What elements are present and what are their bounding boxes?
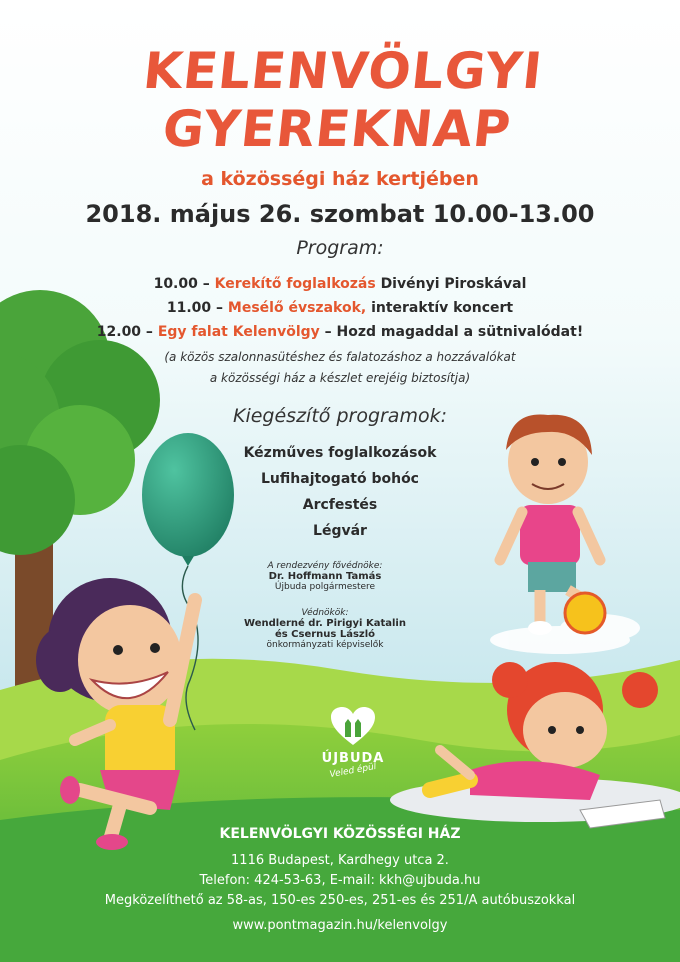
program-note: a közösségi ház a készlet erejéig biztosítja) [209, 371, 471, 385]
program-title: Kerekítő foglalkozás [214, 276, 376, 292]
event-title: KELENVÖLGYI GYEREKNAP [140, 42, 546, 158]
footer-organization: KELENVÖLGYI KÖZÖSSÉGI HÁZ [219, 826, 461, 842]
program-heading: Program: [296, 237, 384, 259]
extra-programs-heading: Kiegészítő programok: [233, 405, 447, 427]
patron-label: A rendezvény fővédnöke: [267, 561, 383, 571]
program-title: Egy falat Kelenvölgy [157, 324, 320, 340]
program-note: (a közös szalonnasütéshez és falatozáshoz a hozzávalókat [164, 350, 516, 364]
program-title: Mesélő évszakok, [227, 300, 367, 316]
footer-transport: Megközelíthető az 58-as, 150-es 250-es, 251-es és 251/A autóbuszokkal [104, 893, 576, 908]
extra-program-item: Légvár [313, 523, 367, 539]
heart-logo-icon [331, 707, 375, 747]
extra-program-item: Arcfestés [302, 497, 378, 513]
sponsors-block [200, 608, 450, 650]
patron-block [200, 561, 450, 592]
logo-name: ÚJBUDA [321, 751, 385, 766]
sponsors-label: Védnökök: [301, 608, 349, 618]
program-time: 10.00 – [153, 276, 210, 292]
sponsor-name: és Csernus László [274, 629, 376, 640]
program-item [0, 324, 680, 340]
footer-website-link[interactable]: www.pontmagazin.hu/kelenvolgy [232, 918, 448, 933]
program-item [0, 276, 680, 292]
program-detail: Divényi Piroskával [380, 276, 527, 292]
sponsors-role: önkormányzati képviselők [266, 640, 384, 650]
program-detail: – Hozd magaddal a sütnivalódat! [324, 324, 584, 340]
event-date: 2018. május 26. szombat 10.00-13.00 [85, 200, 595, 228]
ujbuda-logo [313, 707, 393, 781]
patron-role: Újbuda polgármestere [274, 582, 376, 592]
sponsor-name: Wendlerné dr. Pirigyi Katalin [244, 618, 406, 629]
program-detail: interaktív koncert [371, 300, 514, 316]
program-time: 11.00 – [166, 300, 224, 316]
patron-name: Dr. Hoffmann Tamás [268, 571, 382, 582]
logo-slogan: Veled épül [328, 761, 378, 781]
footer-contact: Telefon: 424-53-63, E-mail: kkh@ujbuda.hu [199, 873, 481, 888]
extra-program-item: Kézműves foglalkozások [243, 445, 437, 461]
program-time: 12.00 – [96, 324, 153, 340]
extra-program-item: Lufihajtogató bohóc [261, 471, 419, 487]
event-subtitle: a közösségi ház kertjében [201, 168, 479, 190]
program-item [0, 300, 680, 316]
footer-address: 1116 Budapest, Kardhegy utca 2. [231, 853, 449, 868]
